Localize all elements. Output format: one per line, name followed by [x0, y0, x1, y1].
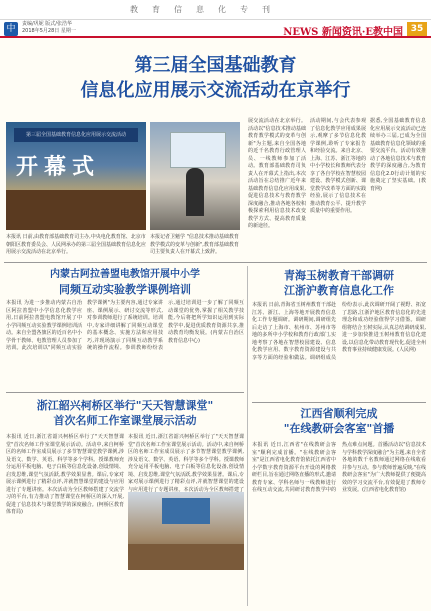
qinghai-title-1: 青海玉树教育干部调研 [284, 269, 394, 282]
jiangxi-body: 本报讯 近日,江西省"在线教研会客室"顺利完成首播。"在线教研会客室"是江西省电化教育馆依托江西省中小学数字教育资源平台开设的网络教研栏目,旨在通过网络直播的形式,邀请教育专家、学科名师与一线教师进行在线互动交流,共同研讨教育教学中的热点难点问题。首播活动以"信息技术与学科教学深度融合"为主题,来自全省各地的数千名教师通过网络在线收看并参与互动。参与教师普遍反映,"在线教研会客室"为广大教师提供了便捷高效的学习交流平台,有效促进了教师专业发展。(江西省电化教育馆) [252, 442, 426, 493]
photo-caption-left: 本报讯 日前,由教育部基础教育司主办,中央电化教育馆、北京市朝阳区教育委员会、人民网承办的第三届全国基础教育信息化应用展示交流活动在北京举行。 [6, 234, 147, 255]
headline-line-1: 第三届全国基础教育 [134, 55, 297, 76]
section-divider [4, 262, 427, 263]
neimenggu-title-2: 同频互动实验教学课例培训 [59, 283, 191, 296]
main-article-col-1: 展交流活动在北京举行。活动以"信息技术推动基础教育教学模式的变革与创新"为主题,来自全国各地的近千名教育行政管理人员、一线教师参加了活动。教育部基础教育司负责人在开幕式上指出,本次活动旨在总结推广近年来基础教育信息化应用成果,促进信息技术与教育教学深度融合,推动各地各校积极探索利用信息技术改变教学方式、提高教育质量的新途径。 [248, 118, 306, 229]
special-issue-label: 教育信息化专刊 [130, 5, 284, 14]
editor-line: 责编/巩妮 版式/张浩华 [22, 21, 72, 27]
jiangxi-title-2: "在线教研会客室"首播 [283, 422, 395, 435]
neimenggu-title-1: 内蒙古阿拉善盟电教馆开展中小学 [50, 269, 200, 280]
top-bar [0, 0, 431, 20]
neimenggu-body: 本报讯 为进一步推动内蒙古自治区阿拉善盟中小学信息化教学应用,日前阿拉善盟电教馆开展了中小学同频互动实验教学课例培训活动。来自全盟各旗区的近百名中小学骨干教师、电教管理人员参加了培训。此次培训以"同频互动实验教学课例"为主要内容,通过专家讲座、课例展示、研讨交流等形式,对参训教师进行了系统培训。培训中,专家详细讲解了同频互动课堂的基本概念、实施方法和应用技巧,并现场演示了同频互动教学系统的操作流程。参训教师纷纷表示,通过培训进一步了解了同频互动课堂的优势,掌握了相关教学技能,今后将把所学知识运用到实际教学中,促进优质教育资源共享,推动教育均衡发展。(内蒙古自治区教育信息中心) [6, 300, 244, 351]
publication-info [22, 21, 76, 35]
main-article-col-2: 活动期间,与会代表参观了信息化教学应用成果展示,观摩了多节信息化教学课例,聆听了专家报告和经验交流。来自北京、上海、江苏、浙江等地的中小学校长和教师代表分享了各自学校在智慧校园建设、教学模式创新、课堂教学改革等方面的实践经验,展示了信息技术在推动教育公平、提升教学质量中的重要作用。 [310, 118, 366, 214]
neimenggu-headline [6, 268, 244, 297]
page-header [0, 20, 431, 38]
main-article-col-3: 据悉,全国基础教育信息化应用展示交流活动已连续举办三届,已成为全国基础教育信息化领域的重要交流平台。活动有效推动了各地信息技术与教育教学的深度融合,为教育信息化2.0行动计划的实施奠定了坚实基础。(教育网) [370, 118, 426, 192]
column-divider [247, 266, 248, 606]
classroom-photo [128, 492, 244, 570]
story-divider-1 [6, 392, 244, 393]
qinghai-title-2: 江浙沪教育信息化工作 [284, 284, 394, 297]
newspaper-logo-icon: 中 [4, 22, 18, 36]
story-divider-2 [252, 402, 426, 403]
zhejiang-title-1: 浙江韶兴柯桥区举行"天天智慧课堂" [36, 399, 214, 412]
speaker-figure [186, 168, 204, 216]
section-title: NEWS 新闻资讯·E教中国 [283, 27, 403, 38]
classroom-screen [162, 498, 210, 524]
date-line: 2018年5月28日 星期一 [22, 28, 76, 34]
photo-caption-middle: 本报记者卫魁学 "信息技术推动基础教育教学模式的变革与创新",教育部基础教育司主要负责人在开幕式上致辞。 [150, 234, 239, 255]
headline-line-2: 信息化应用展示交流活动在京举行 [80, 80, 351, 101]
zhejiang-body-col-1: 本报讯 近日,浙江省韶兴柯桥区举行了"天天智慧课堂"首次名师工作室课堂展示活动。活动中,来自柯桥区的名师工作室成员展示了多节智慧课堂教学课例,涉及语文、数学、英语、科学等多个学科。授课教师充分运用平板电脑、电子白板等信息化设备,创设情境、启发思维,课堂气氛活跃,教学效果显著。课后,专家对展示课例进行了精彩点评,并就智慧课堂的建设与应用进行了专题讲座。本次活动为全区教师搭建了交流学习的平台,有力推动了智慧课堂在柯桥区的深入开展,促进了信息技术与课堂教学的深度融合。(柯桥区教育体育局) [6, 434, 124, 515]
main-headline [0, 54, 431, 104]
zhejiang-title-2: 首次名师工作室课堂展示活动 [53, 414, 197, 427]
stage-big-text: 开幕式 [16, 155, 101, 180]
zhejiang-headline [6, 398, 244, 428]
stage-banner: 第三届全国基础教育信息化应用展示交流活动 [14, 128, 138, 142]
classroom-desks [128, 544, 244, 570]
qinghai-headline [252, 268, 426, 298]
jiangxi-headline [252, 406, 426, 436]
stage-floor [6, 190, 146, 230]
page-number-badge: 35 [407, 22, 427, 36]
zhejiang-body-col-2: 本报讯 近日,浙江省韶兴柯桥区举行了"天天智慧课堂"首次名师工作室课堂展示活动。活动中,来自柯桥区的名师工作室成员展示了多节智慧课堂教学课例,涉及语文、数学、英语、科学等多个学科。授课教师充分运用平板电脑、电子白板等信息化设备,创设情境、启发思维,课堂气氛活跃,教学效果显著。课后,专家对展示课例进行了精彩点评,并就智慧课堂的建设与应用进行了专题讲座。本次活动为全区教师搭建了 [128, 434, 244, 493]
jiangxi-title-1: 江西省顺利完成 [300, 407, 378, 420]
opening-ceremony-photo [6, 122, 146, 230]
projection-screen [170, 132, 226, 168]
qinghai-body: 本报讯 日前,青海省玉树州教育干部赴江苏、浙江、上海等地开展教育信息化工作专题调研。调研期间,调研组先后走访了上海市、杭州市、苏州市等地的多所中小学校和教育行政部门,实地考察了各地在智慧校园建设、信息化教学应用、数字教育资源建设与共享等方面的经验和做法。调研组成员纷纷表示,此次调研开阔了视野、拓宽了思路,江浙沪地区教育信息化的先进理念和成功经验值得学习借鉴。调研组将结合玉树实际,认真总结调研成果,进一步加快推进玉树州教育信息化建设,以信息化带动教育现代化,促进全州教育事业持续健康发展。(人民网) [252, 302, 426, 361]
speaker-photo [150, 122, 240, 230]
